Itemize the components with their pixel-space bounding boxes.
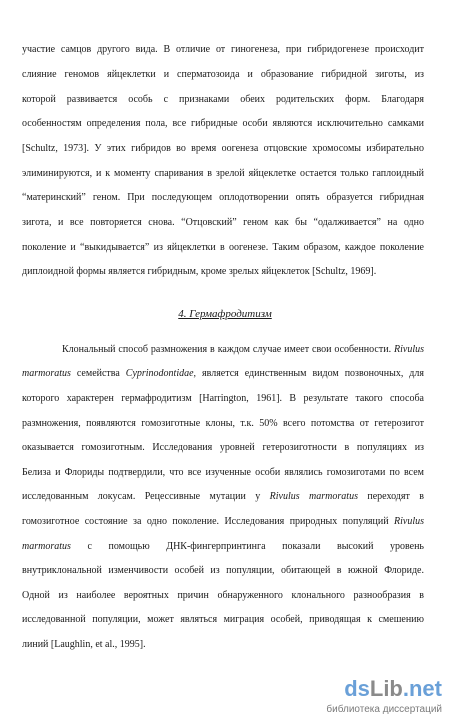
text-line: исследованным локусам. Рецессивные мутации у Rivulus marmoratus переходят в (22, 491, 424, 502)
text-line: “материнский” геном. При последующем оплодотворении опять образуется гибридная (22, 192, 424, 203)
text-line: Клональный способ размножения в каждом случае имеет свои особенности. Rivulus (62, 344, 424, 355)
text-line: диплоидной формы является гибридным, кроме зрелых яйцеклеток [Schultz, 1969]. (22, 266, 377, 277)
text-line: marmoratus с помощью ДНК-фингерпринтинга показали высокий уровень (22, 541, 424, 552)
species-name: Rivulus (394, 344, 424, 355)
text-line: [Schultz, 1973]. У этих гибридов во время оогенеза отцовские хромосомы избирательно (22, 143, 424, 154)
dslib-logo[interactable] (296, 677, 444, 721)
text-line: внутриклональной изменчивости особей из популяции, обитающей в южной Флориде. (22, 565, 424, 576)
text-line: которой развивается особь с признаками обеих родительских форм. Благодаря (22, 94, 424, 105)
species-name: Rivulus (394, 516, 424, 527)
text-line: исследованной популяции, может являться миграция особей, приводящая к смешению (22, 614, 424, 625)
species-name: Rivulus marmoratus (269, 491, 358, 502)
text-line: поколение и “выкидывается” из яйцеклетки в оогенезе. Таким образом, каждое поколение (22, 242, 424, 253)
text-line: marmoratus семейства Cyprinodontidae, является единственным видом позвоночных, для (22, 368, 424, 379)
text-line: линий [Laughlin, et al., 1995]. (22, 639, 146, 650)
section-heading: 4. Гермафродитизм (178, 308, 272, 320)
text-line: гомозиготное состояние за одно поколение. Исследования природных популяций Rivulus (22, 516, 424, 527)
logo-wordmark: dsLib.net (344, 676, 442, 701)
species-name: marmoratus (22, 368, 71, 379)
text-line: участие самцов другого вида. В отличие от гиногенеза, при гибридогенезе происходит (22, 44, 424, 55)
text-line: зигота, и все повторяется снова. “Отцовский” геном как бы “одалживается” на одно (22, 217, 424, 228)
text-line: размножения, появляются гомозиготные клоны, т.к. 50% всего потомства от гетерозигот (22, 418, 424, 429)
text-line: слияние геномов яйцеклетки и сперматозоида и образование гибридной зиготы, из (22, 69, 424, 80)
text-line: особенностям определения пола, все гибридные особи являются исключительно самками (22, 118, 424, 129)
text-line: оказывается гомозиготным. Исследования уровней гетерозиготности в популяциях из (22, 442, 424, 453)
species-name: marmoratus (22, 541, 71, 552)
logo-subtitle: библиотека диссертаций (326, 704, 442, 715)
text-line: элиминируются, и к моменту спаривания в зрелой яйцеклетке остается только гаплоидный (22, 168, 424, 179)
text-line: Белиза и Флориды подтвердили, что все изученные особи являлись гомозиготами по всем (22, 467, 424, 478)
text-line: которого характерен гермафродитизм [Harrington, 1961]. В результате такого способа (22, 393, 424, 404)
text-line: Одной из наиболее вероятных причин обнаруженного клонального разнообразия в (22, 590, 424, 601)
family-name: Cyprinodontidae, (125, 368, 197, 379)
